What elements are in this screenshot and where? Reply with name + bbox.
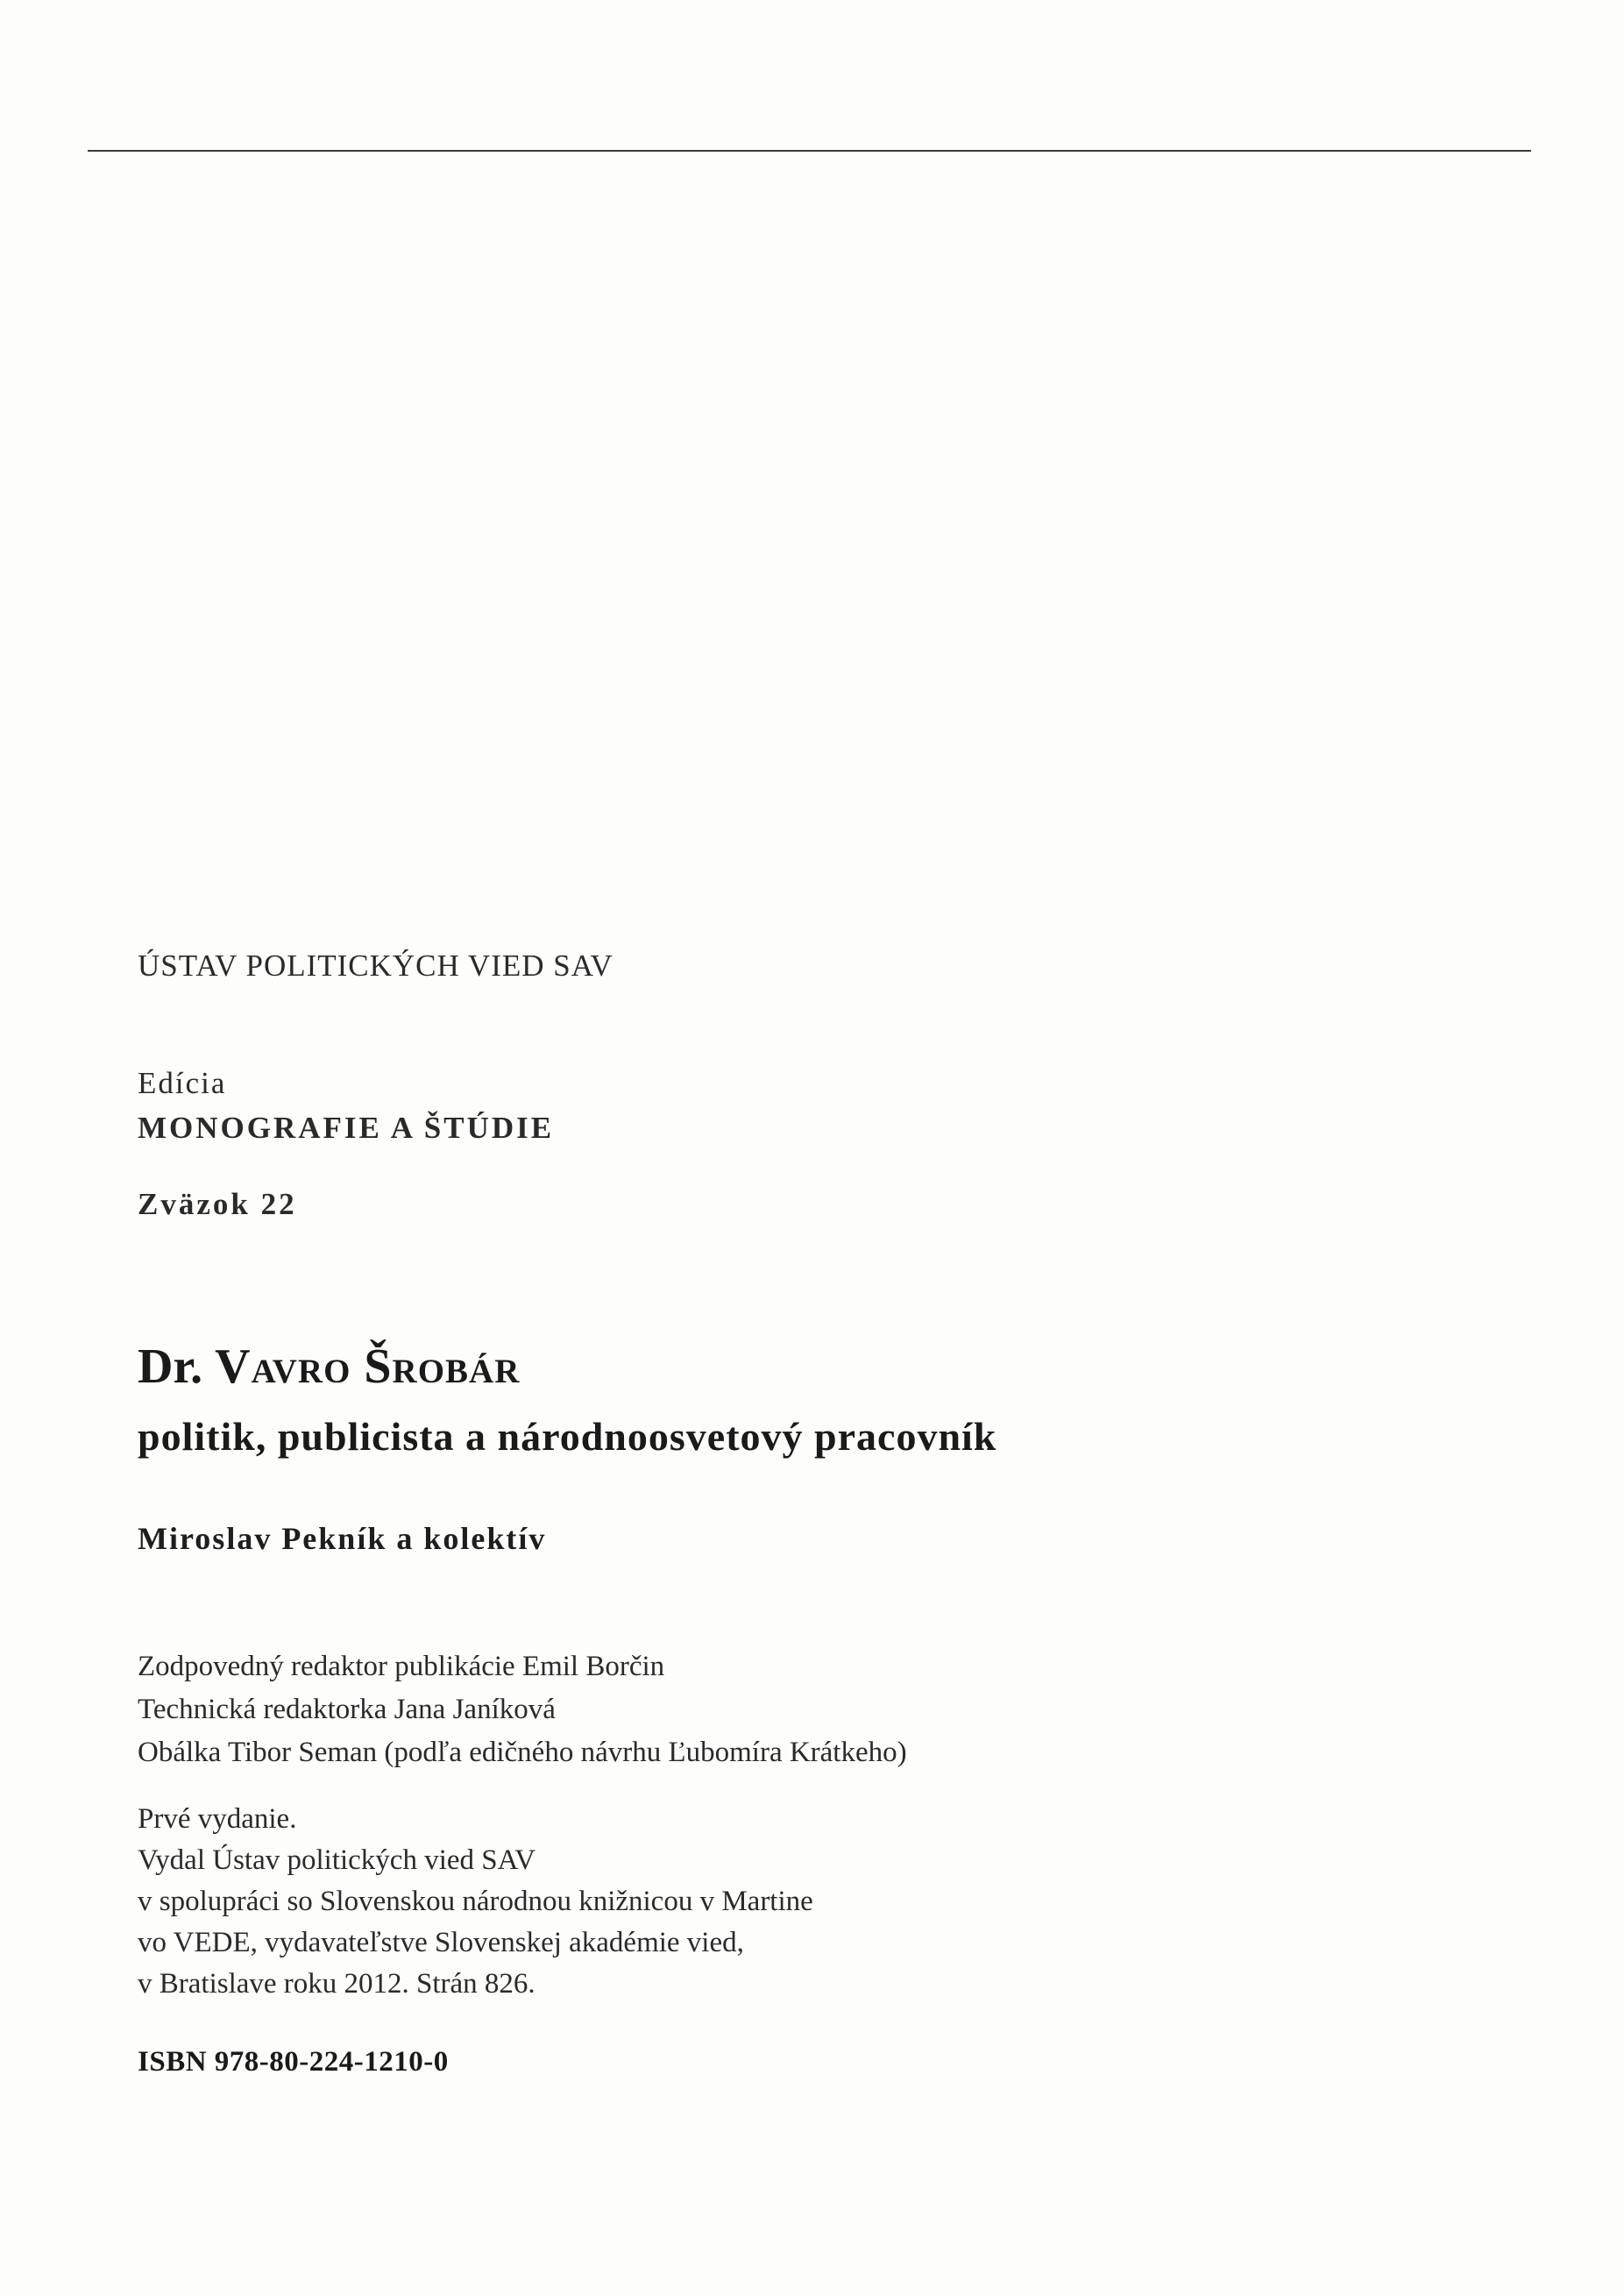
edition-label: Edícia <box>138 1066 227 1100</box>
credits-block <box>138 1645 907 1774</box>
book-subtitle: politik, publicista a národnoosvetový pracovník <box>138 1414 997 1459</box>
credit-line: Technická redaktorka Jana Janíková <box>138 1694 556 1725</box>
book-title <box>138 1339 520 1395</box>
volume-number: Zväzok 22 <box>138 1187 297 1221</box>
imprint-line: Vydal Ústav politických vied SAV <box>138 1844 536 1876</box>
imprint-line: vo VEDE, vydavateľstve Slovenskej akadémie vied, <box>138 1927 744 1958</box>
credit-line: Obálka Tibor Seman (podľa edičného návrhu Ľubomíra Krátkeho) <box>138 1737 907 1768</box>
credit-line: Zodpovedný redaktor publikácie Emil Borčin <box>138 1651 665 1682</box>
series-name: MONOGRAFIE A ŠTÚDIE <box>138 1111 555 1145</box>
imprint-line: v spolupráci so Slovenskou národnou knižnicou v Martine <box>138 1886 813 1917</box>
isbn: ISBN 978-80-224-1210-0 <box>138 2046 449 2078</box>
title-prefix: Dr. <box>138 1339 203 1394</box>
title-name: Vavro Šrobár <box>215 1339 521 1394</box>
imprint-line: v Bratislave roku 2012. Strán 826. <box>138 1968 535 2000</box>
imprint-line: Prvé vydanie. <box>138 1803 297 1835</box>
imprint-block <box>138 1799 813 2005</box>
top-rule <box>88 150 1531 152</box>
authors: Miroslav Pekník a kolektív <box>138 1521 547 1556</box>
institute-name: ÚSTAV POLITICKÝCH VIED SAV <box>138 949 613 983</box>
